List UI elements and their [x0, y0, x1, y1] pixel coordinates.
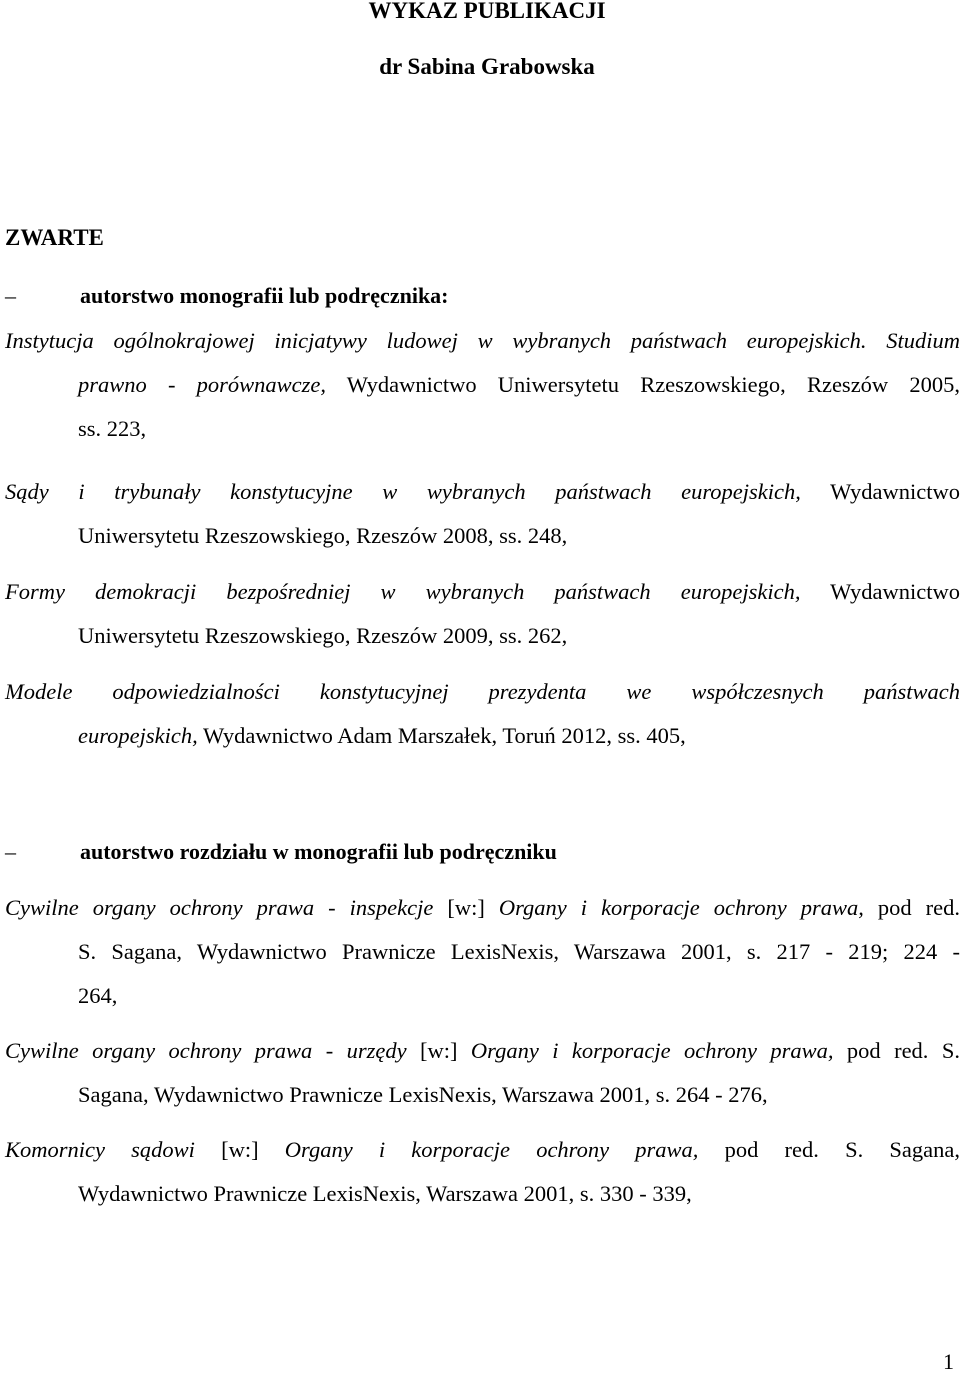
publication-title: europejskich, — [78, 723, 198, 748]
publication-details: Wydawnictwo — [800, 479, 960, 504]
publication-details: 264, — [78, 983, 118, 1008]
publication-entry — [5, 886, 960, 1018]
publication-details: Uniwersytetu Rzeszowskiego, Rzeszów 2008, ss. 248, — [78, 523, 568, 548]
entry-line — [5, 407, 960, 451]
publication-title: prawno - porównawcze, — [78, 372, 326, 397]
subsection-heading-chapters — [5, 839, 557, 865]
publication-details: pod red. — [863, 895, 960, 920]
dash-bullet: – — [5, 839, 16, 864]
entry-line — [5, 319, 960, 363]
entry-line — [5, 886, 960, 930]
publication-entry — [5, 470, 960, 558]
dash-bullet: – — [5, 283, 16, 308]
entry-line — [5, 1029, 960, 1073]
page-number: 1 — [943, 1349, 954, 1374]
in-marker: [w:] — [433, 895, 499, 920]
publication-details: Wydawnictwo Adam Marszałek, Toruń 2012, ss. 405, — [197, 723, 686, 748]
publication-details: Wydawnictwo — [800, 579, 960, 604]
chapter-title: Komornicy sądowi — [5, 1137, 195, 1162]
entry-line — [5, 514, 960, 558]
book-title: Organy i korporacje ochrony prawa, — [470, 1038, 834, 1063]
publication-details: pod red. S. — [833, 1038, 960, 1063]
publication-details: Wydawnictwo Uniwersytetu Rzeszowskiego, Rzeszów 2005, — [325, 372, 960, 397]
publication-details: Sagana, Wydawnictwo Prawnicze LexisNexis, Warszawa 2001, s. 264 - 276, — [78, 1082, 768, 1107]
document-title: WYKAZ PUBLIKACJI — [368, 0, 606, 23]
entry-line — [5, 714, 960, 758]
entry-line — [5, 614, 960, 658]
publication-title: Sądy i trybunały konstytucyjne w wybranych państwach europejskich, — [5, 479, 801, 504]
publication-details: Uniwersytetu Rzeszowskiego, Rzeszów 2009, ss. 262, — [78, 623, 568, 648]
publication-details: Wydawnictwo Prawnicze LexisNexis, Warszawa 2001, s. 330 - 339, — [78, 1181, 692, 1206]
publication-details: pod red. S. Sagana, — [698, 1137, 960, 1162]
chapter-title: Cywilne organy ochrony prawa - inspekcje — [5, 895, 434, 920]
publication-entry — [5, 1029, 960, 1117]
entry-line — [5, 470, 960, 514]
book-title: Organy i korporacje ochrony prawa, — [284, 1137, 699, 1162]
entry-line — [5, 974, 960, 1018]
publication-entry — [5, 1128, 960, 1216]
publication-details: ss. 223, — [78, 416, 147, 441]
entry-line — [5, 670, 960, 714]
chapter-title: Cywilne organy ochrony prawa - urzędy — [5, 1038, 407, 1063]
section-heading-zwarte: ZWARTE — [5, 225, 104, 250]
book-title: Organy i korporacje ochrony prawa, — [498, 895, 864, 920]
subsection-label: autorstwo rozdziału w monografii lub podręczniku — [80, 839, 557, 864]
entry-line — [5, 930, 960, 974]
entry-line — [5, 1128, 960, 1172]
publication-title: Instytucja ogólnokrajowej inicjatywy ludowej w wybranych państwach europejskich. Studium — [5, 328, 960, 353]
in-marker: [w:] — [194, 1137, 285, 1162]
subsection-label: autorstwo monografii lub podręcznika: — [80, 283, 449, 308]
entry-line — [5, 1172, 960, 1216]
publication-details: S. Sagana, Wydawnictwo Prawnicze LexisNexis, Warszawa 2001, s. 217 - 219; 224 - — [78, 939, 960, 964]
publication-entry — [5, 319, 960, 451]
publication-entry — [5, 670, 960, 758]
subsection-heading-monographs — [5, 283, 449, 309]
in-marker: [w:] — [406, 1038, 471, 1063]
entry-line — [5, 1073, 960, 1117]
publication-entry — [5, 570, 960, 658]
entry-line — [5, 570, 960, 614]
entry-line — [5, 363, 960, 407]
author-name: dr Sabina Grabowska — [379, 54, 595, 79]
publication-title: Modele odpowiedzialności konstytucyjnej prezydenta we współczesnych państwach — [5, 679, 960, 704]
publication-title: Formy demokracji bezpośredniej w wybranych państwach europejskich, — [5, 579, 801, 604]
